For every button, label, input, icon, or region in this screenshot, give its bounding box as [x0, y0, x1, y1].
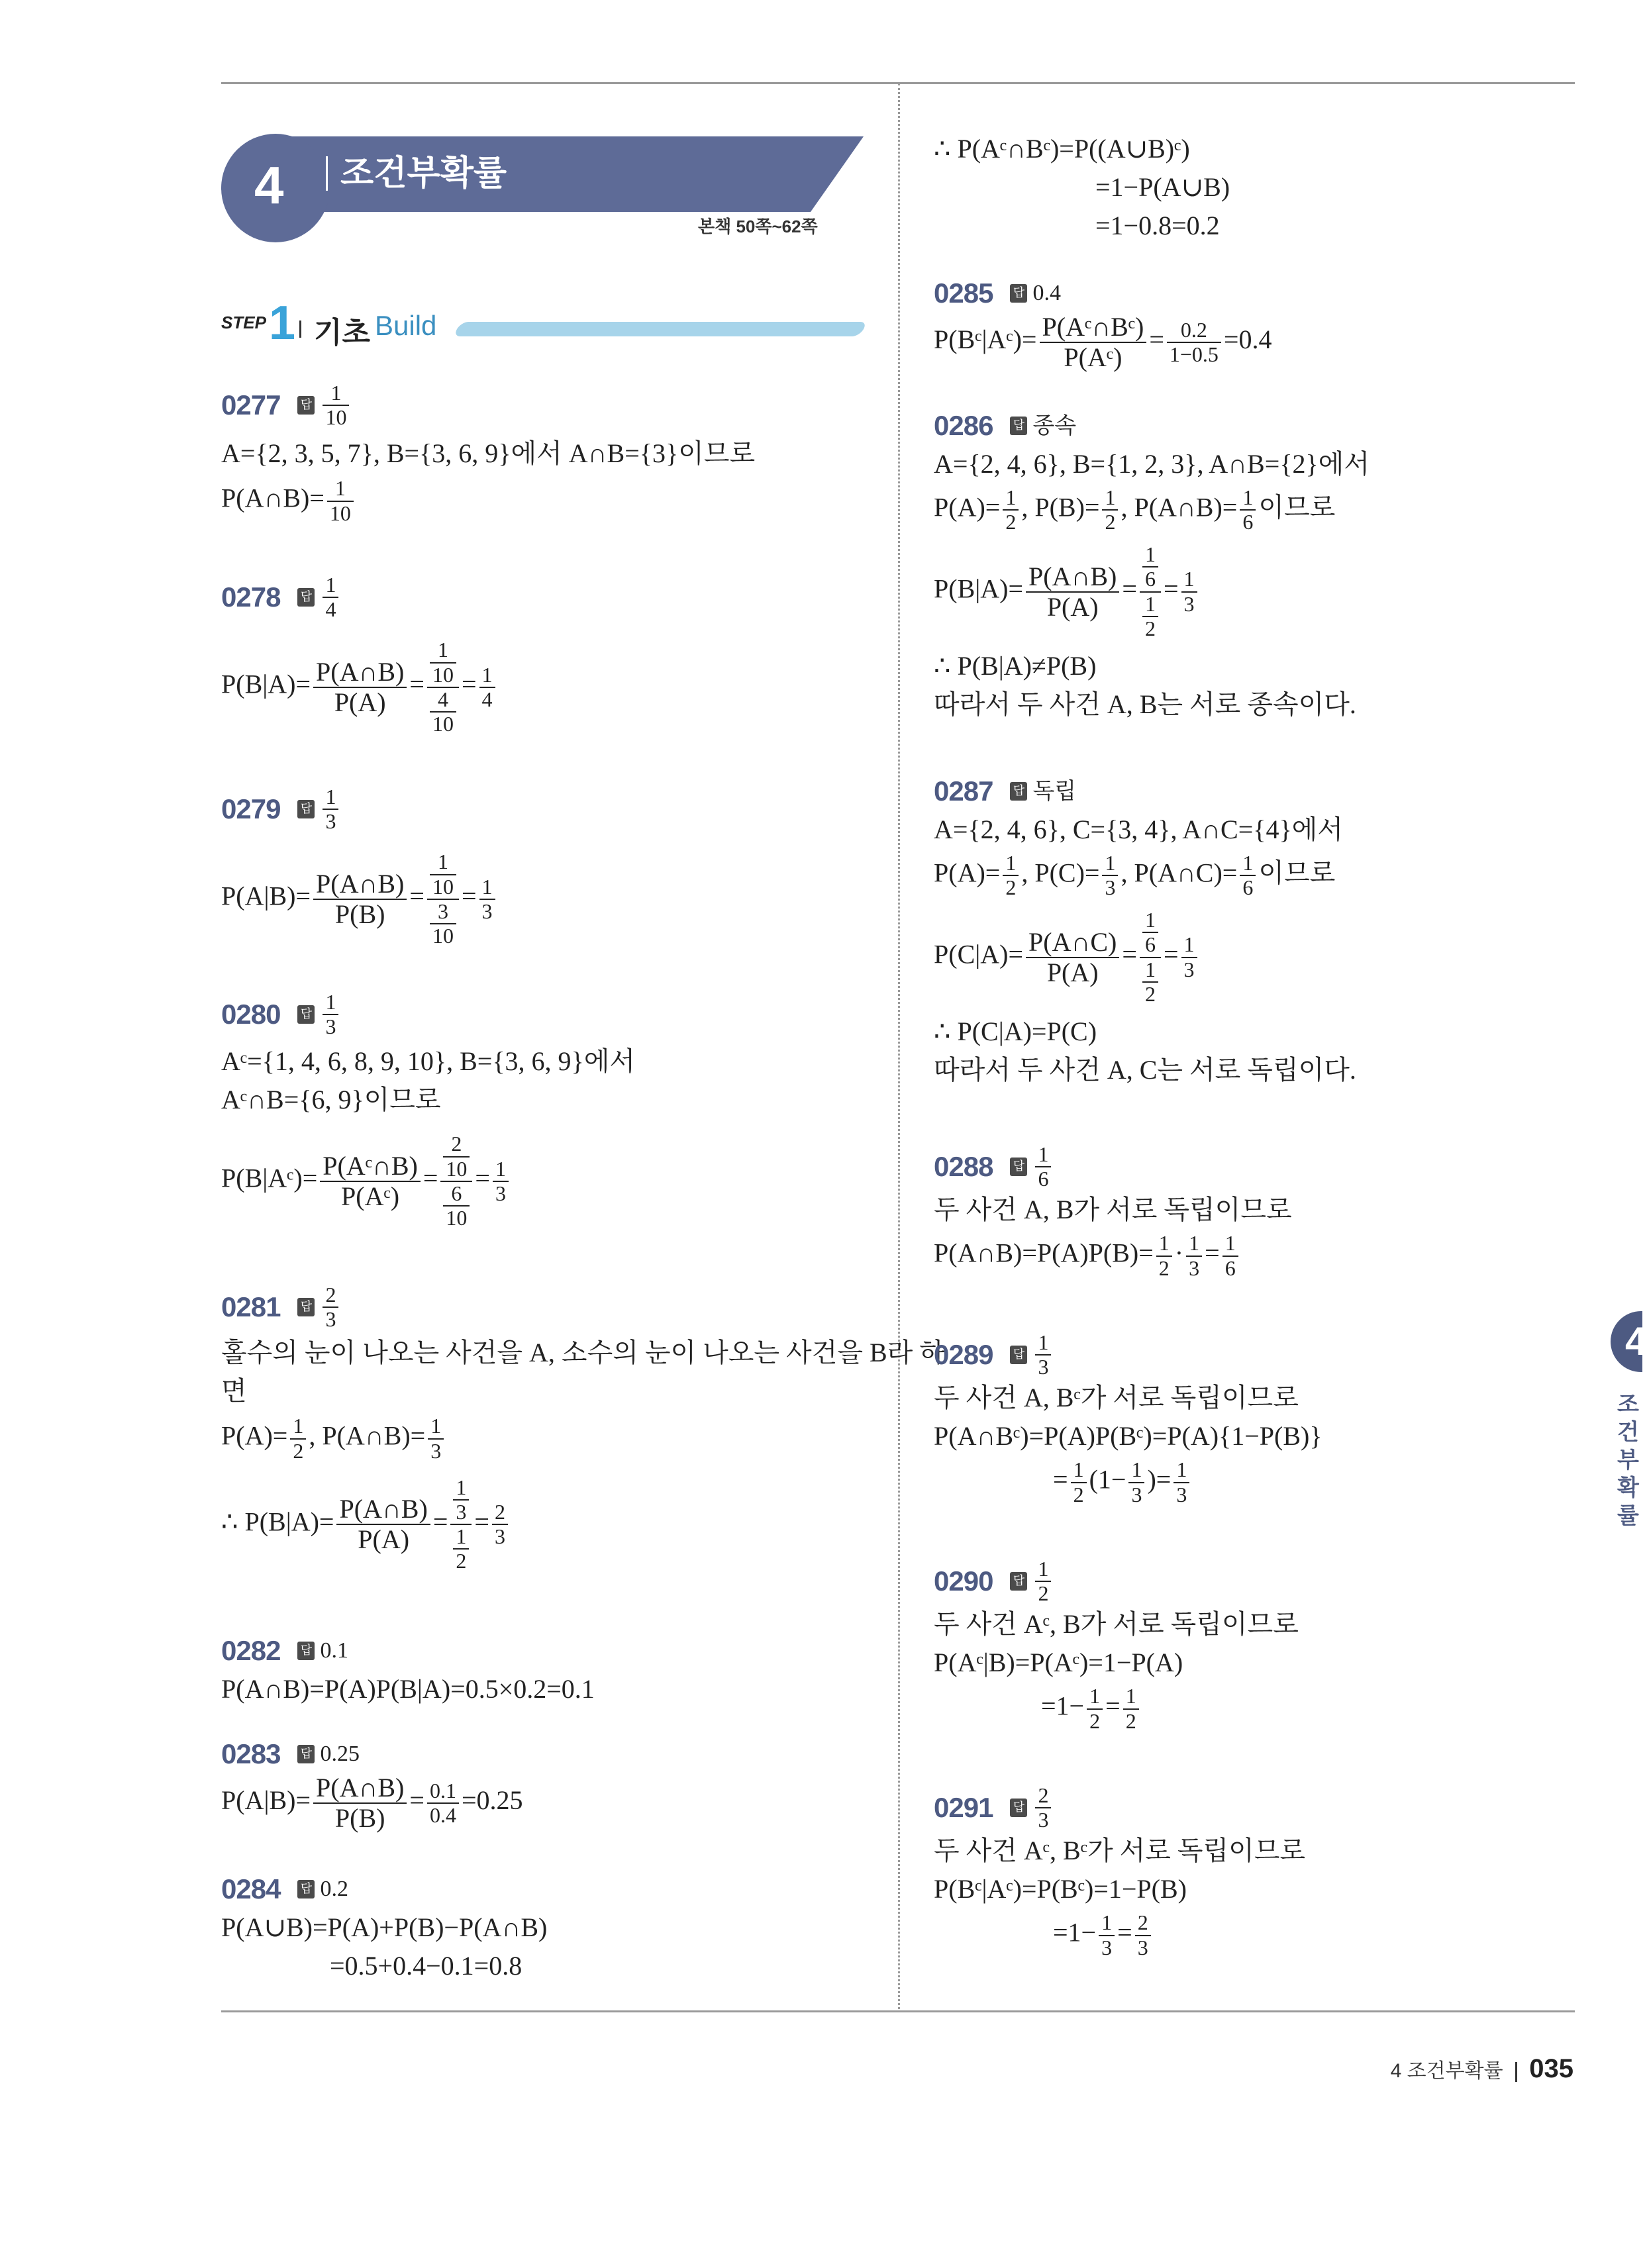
problem-number: 0278: [221, 581, 281, 613]
solution-equation: P(A|B)= $\frac{P(A\cap B)}{P(B)}$ = $\frac{0.1}{0.4}$ =0.25: [221, 1772, 523, 1833]
solution-equation: P(B|A)= $\frac{P(A\cap B)}{P(A)}$ = $\frac{\frac{1}{6}}{\frac{1}{2}}$ = $\frac{1}{3}$: [934, 543, 1370, 640]
chapter-title-divider: [326, 156, 328, 191]
problem-number: 0287: [934, 775, 993, 807]
solution-equation: P(A|B)= $\frac{P(A\cap B)}{P(B)}$ = $\frac{\frac{1}{10}}{\frac{3}{10}}$ = $\frac{1}{3}$: [221, 850, 498, 948]
problem-0288: [934, 1143, 1292, 1280]
solution-line: ∴ P(Aᶜ∩Bᶜ)=P((A∪B)ᶜ): [934, 134, 1190, 164]
solution-line: =1−0.8=0.2: [1095, 211, 1220, 240]
bottom-rule: [221, 2010, 1575, 2012]
solution-line: P(A)= $\frac{1}{2}$ , P(C)= $\frac{1}{3}$ , P(A∩C)= $\frac{1}{6}$ 이므로: [934, 850, 1336, 899]
chapter-side-tab[interactable]: 4: [1611, 1311, 1642, 1372]
solution-line: = $\frac{1}{2}$ (1− $\frac{1}{3}$ )= $\frac{1}{3}$: [934, 1458, 1323, 1506]
problem-0278: [221, 573, 498, 736]
problem-0277: [221, 381, 755, 525]
answer-box-icon: 답: [1010, 417, 1027, 435]
answer-fraction: $\frac{1}{3}$: [323, 991, 338, 1038]
solution-line: 두 사건 A, Bᶜ가 서로 독립이므로: [934, 1383, 1299, 1413]
problem-number: 0279: [221, 793, 281, 825]
problem-number: 0289: [934, 1339, 993, 1371]
solution-equation: P(C|A)= $\frac{P(A\cap C)}{P(A)}$ = $\frac{\frac{1}{6}}{\frac{1}{2}}$ = $\frac{1}{3}$: [934, 909, 1356, 1006]
answer-value: 0.25: [320, 1741, 360, 1766]
answer-fraction: $\frac{2}{3}$: [323, 1283, 338, 1331]
step-number: 1: [269, 297, 296, 350]
step-title: 기초: [314, 317, 371, 349]
problem-0285: [934, 271, 1272, 372]
answer-fraction: $\frac{1}{6}$: [1035, 1143, 1051, 1191]
problem-0289: [934, 1331, 1323, 1506]
continuation-0284: [934, 130, 1230, 245]
solution-equation: P(B|A)= $\frac{P(A\cap B)}{P(A)}$ = $\frac{\frac{1}{10}}{\frac{4}{10}}$ = $\frac{1}{4}$: [221, 638, 498, 736]
step-divider: [299, 320, 301, 338]
problem-0279: [221, 785, 498, 948]
solution-line: ∴ P(B|A)≠P(B): [934, 650, 1097, 681]
solution-line: P(A∪B)=P(A)+P(B)−P(A∩B): [221, 1912, 548, 1942]
answer-box-icon: 답: [297, 800, 315, 818]
answer-box-icon: 답: [1010, 1572, 1027, 1591]
problem-number: 0277: [221, 389, 281, 421]
answer-fraction: $\frac{1}{3}$: [1035, 1331, 1051, 1379]
answer-box-icon: 답: [1010, 284, 1027, 303]
step-title-en: Build: [375, 310, 437, 341]
problem-number: 0281: [221, 1291, 281, 1323]
answer-fraction: $\frac{2}{3}$: [1035, 1784, 1051, 1832]
problem-0286: [934, 404, 1370, 724]
answer-value: 0.4: [1032, 280, 1061, 305]
solution-line: ∴ P(C|A)=P(C): [934, 1016, 1097, 1046]
solution-line: =1− $\frac{1}{3}$ = $\frac{2}{3}$: [934, 1911, 1305, 1959]
problem-number: 0283: [221, 1738, 281, 1769]
solution-line: =0.5+0.4−0.1=0.8: [330, 1950, 523, 1981]
column-divider: [898, 83, 900, 2009]
solution-line: P(Aᶜ|B)=P(Aᶜ)=1−P(A): [934, 1648, 1183, 1678]
solution-line: 두 사건 A, B가 서로 독립이므로: [934, 1195, 1292, 1225]
chapter-number: 4: [254, 156, 284, 215]
step-bar: [453, 322, 868, 336]
footer-chapter: 4 조건부확률: [1390, 2060, 1503, 2082]
solution-line: 두 사건 Aᶜ, Bᶜ가 서로 독립이므로: [934, 1836, 1306, 1866]
answer-box-icon: 답: [297, 1880, 315, 1898]
solution-line: 따라서 두 사건 A, B는 서로 종속이다.: [934, 689, 1356, 719]
problem-0287: [934, 769, 1356, 1089]
answer-box-icon: 답: [297, 1005, 315, 1024]
problem-number: 0285: [934, 277, 993, 309]
solution-line: A={2, 3, 5, 7}, B={3, 6, 9}에서 A∩B={3}이므로: [221, 438, 756, 469]
answer-fraction: $\frac{1}{2}$: [1035, 1557, 1051, 1605]
answer-box-icon: 답: [297, 1298, 315, 1316]
problem-0281: [221, 1283, 945, 1573]
solution-line: Aᶜ={1, 4, 6, 8, 9, 10}, B={3, 6, 9}에서: [221, 1046, 635, 1077]
solution-equation: P(B|Aᶜ)= $\frac{\text{P(Aᶜ∩B)}}{\text{P(Aᶜ)}}$ = $\frac{\frac{2}{10}}{\frac{6}{10}}$ = $\frac{1}{3}$: [221, 1132, 635, 1230]
problem-0280: [221, 991, 635, 1230]
solution-line: Aᶜ∩B={6, 9}이므로: [221, 1085, 441, 1115]
solution-line: 두 사건 Aᶜ, B가 서로 독립이므로: [934, 1609, 1299, 1640]
problem-number: 0291: [934, 1792, 993, 1824]
answer-value: 0.2: [320, 1876, 348, 1901]
problem-number: 0286: [934, 409, 993, 441]
solution-line: 따라서 두 사건 A, C는 서로 독립이다.: [934, 1054, 1356, 1085]
solution-line: P(A∩B)= $\frac{1}{10}$: [221, 477, 755, 524]
problem-number: 0288: [934, 1151, 993, 1183]
chapter-title: 조건부확률: [340, 154, 507, 193]
answer-box-icon: 답: [1010, 1158, 1027, 1176]
chapter-side-label: 조건부확률: [1617, 1392, 1639, 1528]
answer-box-icon: 답: [297, 588, 315, 607]
solution-line: A={2, 4, 6}, C={3, 4}, A∩C={4}에서: [934, 814, 1343, 844]
solution-line: =1−P(A∪B): [1095, 172, 1230, 202]
problem-number: 0282: [221, 1634, 281, 1666]
problem-0283: [221, 1732, 523, 1833]
problem-number: 0284: [221, 1873, 281, 1904]
answer-value: 0.1: [320, 1638, 348, 1663]
answer-box-icon: 답: [297, 1642, 315, 1660]
answer-fraction: $\frac{1}{10}$: [323, 381, 349, 429]
answer-box-icon: 답: [297, 396, 315, 415]
chapter-header: [221, 136, 864, 242]
answer-value: 독립: [1032, 778, 1077, 804]
solution-equation: P(Bᶜ|Aᶜ)= $\frac{\text{P(Aᶜ∩Bᶜ)}}{\text{P(Aᶜ)}}$ = $\frac{0.2}{1-0.5}$ =0.4: [934, 311, 1272, 372]
problem-0291: [934, 1784, 1305, 1959]
solution-line: =1− $\frac{1}{2}$ = $\frac{1}{2}$: [934, 1685, 1299, 1732]
page-reference: 본책 50쪽~62쪽: [698, 217, 818, 236]
problem-0290: [934, 1557, 1299, 1733]
answer-box-icon: 답: [1010, 782, 1027, 801]
answer-box-icon: 답: [297, 1745, 315, 1763]
answer-box-icon: 답: [1010, 1799, 1027, 1817]
solution-line: P(A∩B)=P(A)P(B|A)=0.5×0.2=0.1: [221, 1673, 595, 1704]
solution-line: P(A)= $\frac{1}{2}$ , P(B)= $\frac{1}{2}$ , P(A∩B)= $\frac{1}{6}$ 이므로: [934, 485, 1336, 534]
solution-equation: ∴ P(B|A)= $\frac{P(A\cap B)}{P(A)}$ = $\frac{\frac{1}{3}}{\frac{1}{2}}$ = $\frac{2}{3}$: [221, 1476, 945, 1573]
problem-0282: [221, 1629, 595, 1708]
footer: [1391, 2053, 1573, 2087]
solution-line: P(A∩B)=P(A)P(B)= $\frac{1}{2}$ · $\frac{1}{3}$ = $\frac{1}{6}$: [934, 1232, 1292, 1279]
footer-page-number: 035: [1529, 2054, 1573, 2083]
footer-divider: [1515, 2062, 1517, 2082]
answer-fraction: $\frac{1}{3}$: [323, 785, 338, 833]
solution-line: P(A∩Bᶜ)=P(A)P(Bᶜ)=P(A){1−P(B)}: [934, 1421, 1323, 1452]
solution-line: 홀수의 눈이 나오는 사건을 A, 소수의 눈이 나오는 사건을 B라 하: [221, 1338, 945, 1368]
problem-number: 0280: [221, 999, 281, 1030]
answer-box-icon: 답: [1010, 1346, 1027, 1364]
step-heading: [221, 297, 864, 350]
solution-line: 면: [221, 1376, 247, 1406]
problem-number: 0290: [934, 1565, 993, 1597]
solution-line: A={2, 4, 6}, B={1, 2, 3}, A∩B={2}에서: [934, 448, 1370, 479]
solution-line: P(Bᶜ|Aᶜ)=P(Bᶜ)=1−P(B): [934, 1874, 1187, 1904]
answer-fraction: $\frac{1}{4}$: [323, 573, 338, 621]
step-label: STEP: [221, 313, 266, 332]
answer-value: 종속: [1032, 413, 1077, 438]
problem-0284: [221, 1867, 547, 1985]
solution-line: P(A)= $\frac{1}{2}$ , P(A∩B)= $\frac{1}{3}$: [221, 1414, 945, 1462]
